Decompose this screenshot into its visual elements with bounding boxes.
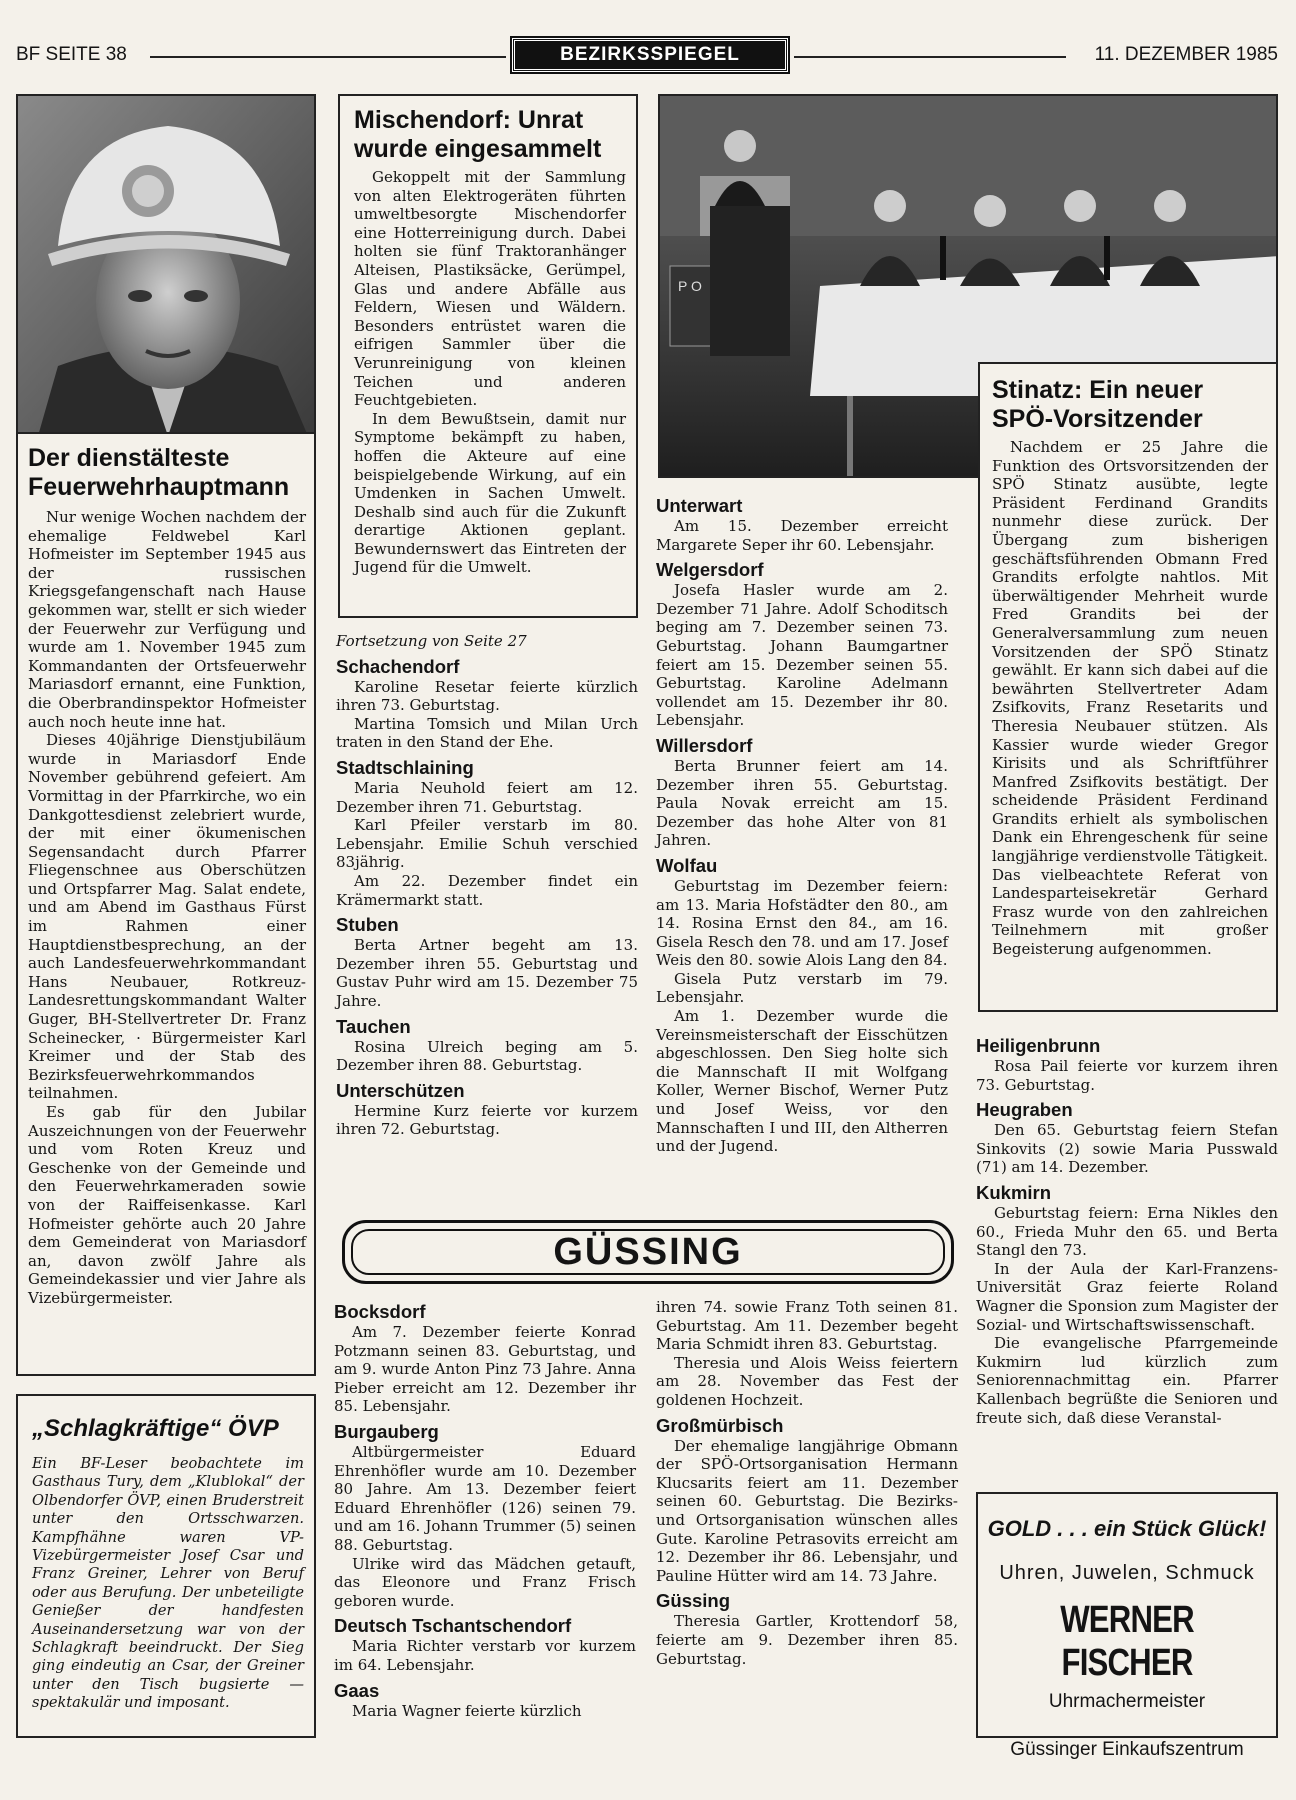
fireman-article-body [28,444,306,1308]
place-heading: Wolfau [656,854,718,876]
place-paragraph: Geburtstag im Dezember feiern: am 13. Maria Hofstädter den 80., am 14. Rosina Ernst den 84., am 16. Gisela Resch den 78. und am 17. Josef Weis den 80. sowie Alois Lang den 84. [656,876,948,970]
place-heading: Willersdorf [656,734,753,756]
place-paragraph: Rosa Pail feierte vor kurzem ihren 73. Geburtstag. [976,1057,1278,1094]
place-paragraph: In der Aula der Karl-Franzens-Universität Graz feierte Roland Wagner die Sponsion zum Magister der Sozial- und Wirtschaftswissenschaft. [976,1259,1278,1334]
place-paragraph: Der ehemalige langjährige Obmann der SPÖ-Ortsorganisation Hermann Klucsarits feiert am 11. Dezember seinen 60. Geburtstag. Die Bezirks- und Ortsorganisation wünschen alles Gute. Karoline Petrasovits erreicht am 12. Dezember ihr 86. Lebensjahr, und Pauline Hütter wird am 14. 73 Jahre. [656,1436,958,1585]
place-paragraph: Karoline Resetar feierte kürzlich ihren 73. Geburtstag. [336,677,638,715]
place-paragraph: Geburtstag feiern: Erna Nikles den 60., Frieda Muhr den 65. und Berta Stangl den 73. [976,1203,1278,1260]
place-heading: Tauchen [336,1015,411,1037]
fireman-portrait-image [18,96,316,434]
mischendorf-paragraph: In dem Bewußtsein, damit nur Symptome bekämpft zu haben, hoffen die Akteure auf eine beispielgebende Wirkung, auf ein Umdenken in Sachen Umwelt. Deshalb sind auch für die Zukunft derartige Aktionen geplant. Bewundernswert das Eintreten der Jugend für die Umwelt. [354,409,626,577]
guessing-banner-title: GÜSSING [553,1230,743,1273]
guessing-column-a [334,1296,636,1720]
ad-slogan: GOLD . . . ein Stück Glück! [987,1516,1267,1541]
place-paragraph: Berta Brunner feiert am 14. Dezember ihren 55. Geburtstag. Paula Novak erreicht am 15. Dezember das hohe Alter von 81 Jahren. [656,756,948,850]
place-paragraph: Die evangelische Pfarrgemeinde Kukmirn lud kürzlich zum Seniorennachmittag ein. Pfarrer Kallenbach begrüßte die Senioren und freute sich, daß diese Veranstal- [976,1334,1278,1427]
place-paragraph: Maria Wagner feierte kürzlich [352,1701,582,1720]
place-heading: Gaas [334,1679,380,1701]
place-paragraph: Am 22. Dezember findet ein Krämermarkt statt. [336,871,638,909]
place-paragraph: Maria Neuhold feiert am 12. Dezember ihren 71. Geburtstag. [336,778,638,816]
ad-company-name: WERNER FISCHER [1060,1599,1194,1684]
page-number: BF SEITE 38 [16,44,127,65]
place-heading: Unterwart [656,495,743,516]
mischendorf-headline-2: wurde eingesammelt [354,135,602,163]
place-heading: Stuben [336,914,399,936]
stinatz-article-box [978,362,1278,1012]
place-paragraph: Maria Richter verstarb vor kurzem im 64. Lebensjahr. [334,1637,636,1674]
place-heading: Unterschützen [336,1079,465,1101]
place-paragraph: Theresia Gartler, Krottendorf 58, feierte am 9. Dezember ihren 85. Geburtstag. [656,1612,958,1668]
column4-news [976,1030,1278,1427]
stinatz-headline-1: Stinatz: Ein neuer [992,376,1204,404]
header-rule-right [794,56,1066,58]
section-title: BEZIRKSSPIEGEL [512,38,788,72]
mischendorf-paragraph: Gekoppelt mit der Sammlung von alten Elektrogeräten führten umweltbesorgte Mischendorfer eine Hotterreinigung durch. Dabei holten sie fünf Traktoranhänger Alteisen, Plastiksäcke, Gerümpel, Glas und andere Abfälle aus Feldern, Wiesen und Wäldern. Besonders entrüstet waren die eifrigen Sammler über die Verunreinigung von kleinen Teichen und anderen Feuchtgebieten. [354,168,626,410]
place-paragraph: Den 65. Geburtstag feiern Stefan Sinkovits (2) sowie Maria Pusswald (71) am 14. Dezember. [976,1121,1278,1177]
place-heading: Bocksdorf [334,1301,426,1322]
place-paragraph: Hermine Kurz feierte vor kurzem ihren 72. Geburtstag. [336,1101,638,1139]
place-heading: Stadtschlaining [336,756,474,778]
mischendorf-article-box [338,94,638,618]
fireman-photo [16,94,316,434]
guessing-intro-paragraph: Theresia und Alois Weiss feiertern am 28. November das Fest der goldenen Hochzeit. [656,1353,958,1409]
place-heading: Großmürbisch [656,1414,784,1436]
fireman-paragraph: Es gab für den Jubilar Auszeichnungen von der Feuerwehr und vom Roten Kreuz und Geschenke von der Gemeinde und den Feuerwehrkameraden sowie von der Raiffeisenkasse. Karl Hofmeister gehörte auch 20 Jahre dem Gemeinderat von Mariasdorf an, davon zwölf Jahre als Gemeindekassier und vier Jahre als Vizebürgermeister. [28,1103,306,1307]
column3-news [656,490,948,1156]
guessing-intro-paragraph: ihren 74. sowie Franz Toth seinen 81. Geburtstag. Am 11. Dezember begeht Maria Schmidt ihren 83. Geburtstag. [656,1298,958,1354]
place-heading: Deutsch Tschantschendorf [334,1615,572,1637]
fireman-headline-1: Der dienstälteste [28,444,230,472]
oevp-article-box [16,1394,316,1738]
place-heading: Schachendorf [336,655,460,677]
place-paragraph: Martina Tomsich und Milan Urch traten in den Stand der Ehe. [336,714,638,752]
place-paragraph: Josefa Hasler wurde am 2. Dezember 71 Jahre. Adolf Schoditsch beging am 7. Dezember seinen 73. Geburtstag. Johann Baumgartner feiert am 15. Dezember seinen 55. Geburtstag. Karoline Adelmann vollendet am 15. Dezember ihr 80. Lebensjahr. [656,581,948,730]
stinatz-headline-2: SPÖ-Vorsitzender [992,405,1203,433]
place-paragraph: Am 15. Dezember erreicht Margarete Seper ihr 60. Lebensjahr. [656,517,948,554]
mischendorf-headline-1: Mischendorf: Unrat [354,106,584,134]
place-heading: Welgersdorf [656,559,764,581]
ad-products: Uhren, Juwelen, Schmuck [999,1562,1255,1584]
werner-fischer-ad [976,1492,1278,1760]
place-paragraph: Altbürgermeister Eduard Ehrenhöfler wurde am 10. Dezember 80 Jahre. Am 13. Dezember feiert Eduard Ehrenhöfler (126) seinen 79. und am 16. Johann Trummer (5) seinen 88. Geburtstag. [334,1442,636,1554]
place-heading: Burgauberg [334,1420,439,1442]
place-paragraph: Ulrike wird das Mädchen getauft, das Eleonore und Franz Frisch geboren wurde. [334,1554,636,1610]
fireman-headline-2: Feuerwehrhauptmann [28,473,290,501]
place-heading: Güssing [656,1590,731,1612]
fireman-paragraph: Nur wenige Wochen nachdem der ehemalige Feldwebel Karl Hofmeister im September 1945 aus der russischen Kriegsgefangenschaft nach Hause gekommen war, stellt er sich wieder der Feuerwehr zur Verfügung und wurde am 1. November 1945 zum Kommandanten der Ortsfeuerwehr Mariasdorf ernannt, eine Funktion, die Oberbrandinspektor Hofmeister auch noch heute inne hat. [28,508,306,731]
place-heading: Heiligenbrunn [976,1035,1101,1056]
header-rule-left [150,56,506,58]
place-paragraph: Am 7. Dezember feierte Konrad Potzmann seinen 83. Geburtstag, und am 9. wurde Anton Pinz 73 Jahre. Anna Pieber erreicht am 12. Dezember ihr 85. Lebensjahr. [334,1323,636,1416]
ad-location: Güssinger Einkaufszentrum [1010,1739,1244,1760]
fireman-article-box [16,94,316,1376]
place-paragraph: Rosina Ulreich beging am 5. Dezember ihren 88. Geburtstag. [336,1037,638,1075]
fireman-paragraph: Dieses 40jährige Dienstjubiläum wurde in Mariasdorf Ende November gebührend gefeiert. Am Vormittag in der Pfarrkirche, wo ein Dankgottesdienst zelebriert wurde, der mit einer ökumenischen Segensandacht durch Pfarrer Fliegenschnee aus Oberschützen und Ortspfarrer Mag. Salat endete, und am Abend im Gasthaus Fürst im Rahmen einer Hauptdienstbesprechung, an der auch Landesfeuerwehrkommandant Hans Neubauer, Rotkreuz-Landesrettungskommandant Walter Guger, BH-Stellvertreter Dr. Franz Scheinecker, · Bürgermeister Karl Kreimer und der Stab des Bezirksfeuerwehrkommandos teilnahmen. [28,731,306,1103]
guessing-column-b [656,1298,958,1668]
place-heading: Kukmirn [976,1181,1052,1203]
ad-profession: Uhrmachermeister [1048,1691,1206,1712]
oevp-text: Ein BF-Leser beobachtete im Gasthaus Tury, dem „Klublokal“ der Olbendorfer ÖVP, einen Bruderstreit unter den Ortsschwarzen. Kampfhähne waren VP-Vizebürgermeister Josef Csar und Franz Greiner, Lehrer von Beruf oder aus Berufung. Der unbeteiligte Genießer der handfesten Auseinandersetzung war von der Schlagkraft beeindruckt. Der Sieg ging eindeutig an Csar, der Greiner unter den Tisch bugsierte — spektakulär und imposant. [32,1455,304,1712]
place-paragraph: Berta Artner begeht am 13. Dezember ihren 55. Geburtstag und Gustav Puhr wird am 15. Dezember 75 Jahre. [336,936,638,1010]
oevp-headline: „Schlagkräftige“ ÖVP [32,1415,279,1442]
svg-text:P O: P O [678,278,702,294]
stinatz-text: Nachdem er 25 Jahre die Funktion des Ortsvorsitzenden der SPÖ Stinatz ausübte, legte Präsident Ferdinand Grandits nunmehr diese zurück. Der Übergang zum bisherigen geschäftsführenden Obmann Fred Grandits erfolgte nahtlos. Mit überwältigender Mehrheit wurde Fred Grandits bei der Generalversammlung zum neuen Vorsitzenden der SPÖ Stinatz gewählt. Er kann sich dabei auf die bewährten Stellvertreter Adam Zsifkovits, Franz Resetarits und Theresia Neubauer stützen. Als Kassier wurde wieder Gregor Kirisits und als Schriftführer Manfred Zsifkovits bestätigt. Der scheidende Präsident Ferdinand Grandits erhielt als symbolischen Dank ein Ehrengeschenk für seine langjährige verdienstvolle Tätigkeit. Das vielbeachtete Referat von Landesparteisekretär Gerhard Frasz wurde von den zahlreichen Teilnehmern mit großer Begeisterung aufgenommen. [992,438,1268,959]
place-paragraph: Gisela Putz verstarb im 79. Lebensjahr. [656,969,948,1007]
guessing-banner [342,1220,954,1284]
place-paragraph: Am 1. Dezember wurde die Vereinsmeisterschaft der Eisschützen abgeschlossen. Den Sieg holte sich die Mannschaft II mit Wolfgang Koller, Werner Bischof, Werner Putz und Josef Weiss, vor den Mannschaften I und III, den Altherren und der Jugend. [656,1007,948,1156]
column2-news [336,632,638,1139]
continuation-note: Fortsetzung von Seite 27 [336,632,527,650]
place-heading: Heugraben [976,1099,1073,1121]
issue-date: 11. DEZEMBER 1985 [1094,44,1278,65]
place-paragraph: Karl Pfeiler verstarb im 80. Lebensjahr. Emilie Schuh verschied 83jährig. [336,816,638,872]
